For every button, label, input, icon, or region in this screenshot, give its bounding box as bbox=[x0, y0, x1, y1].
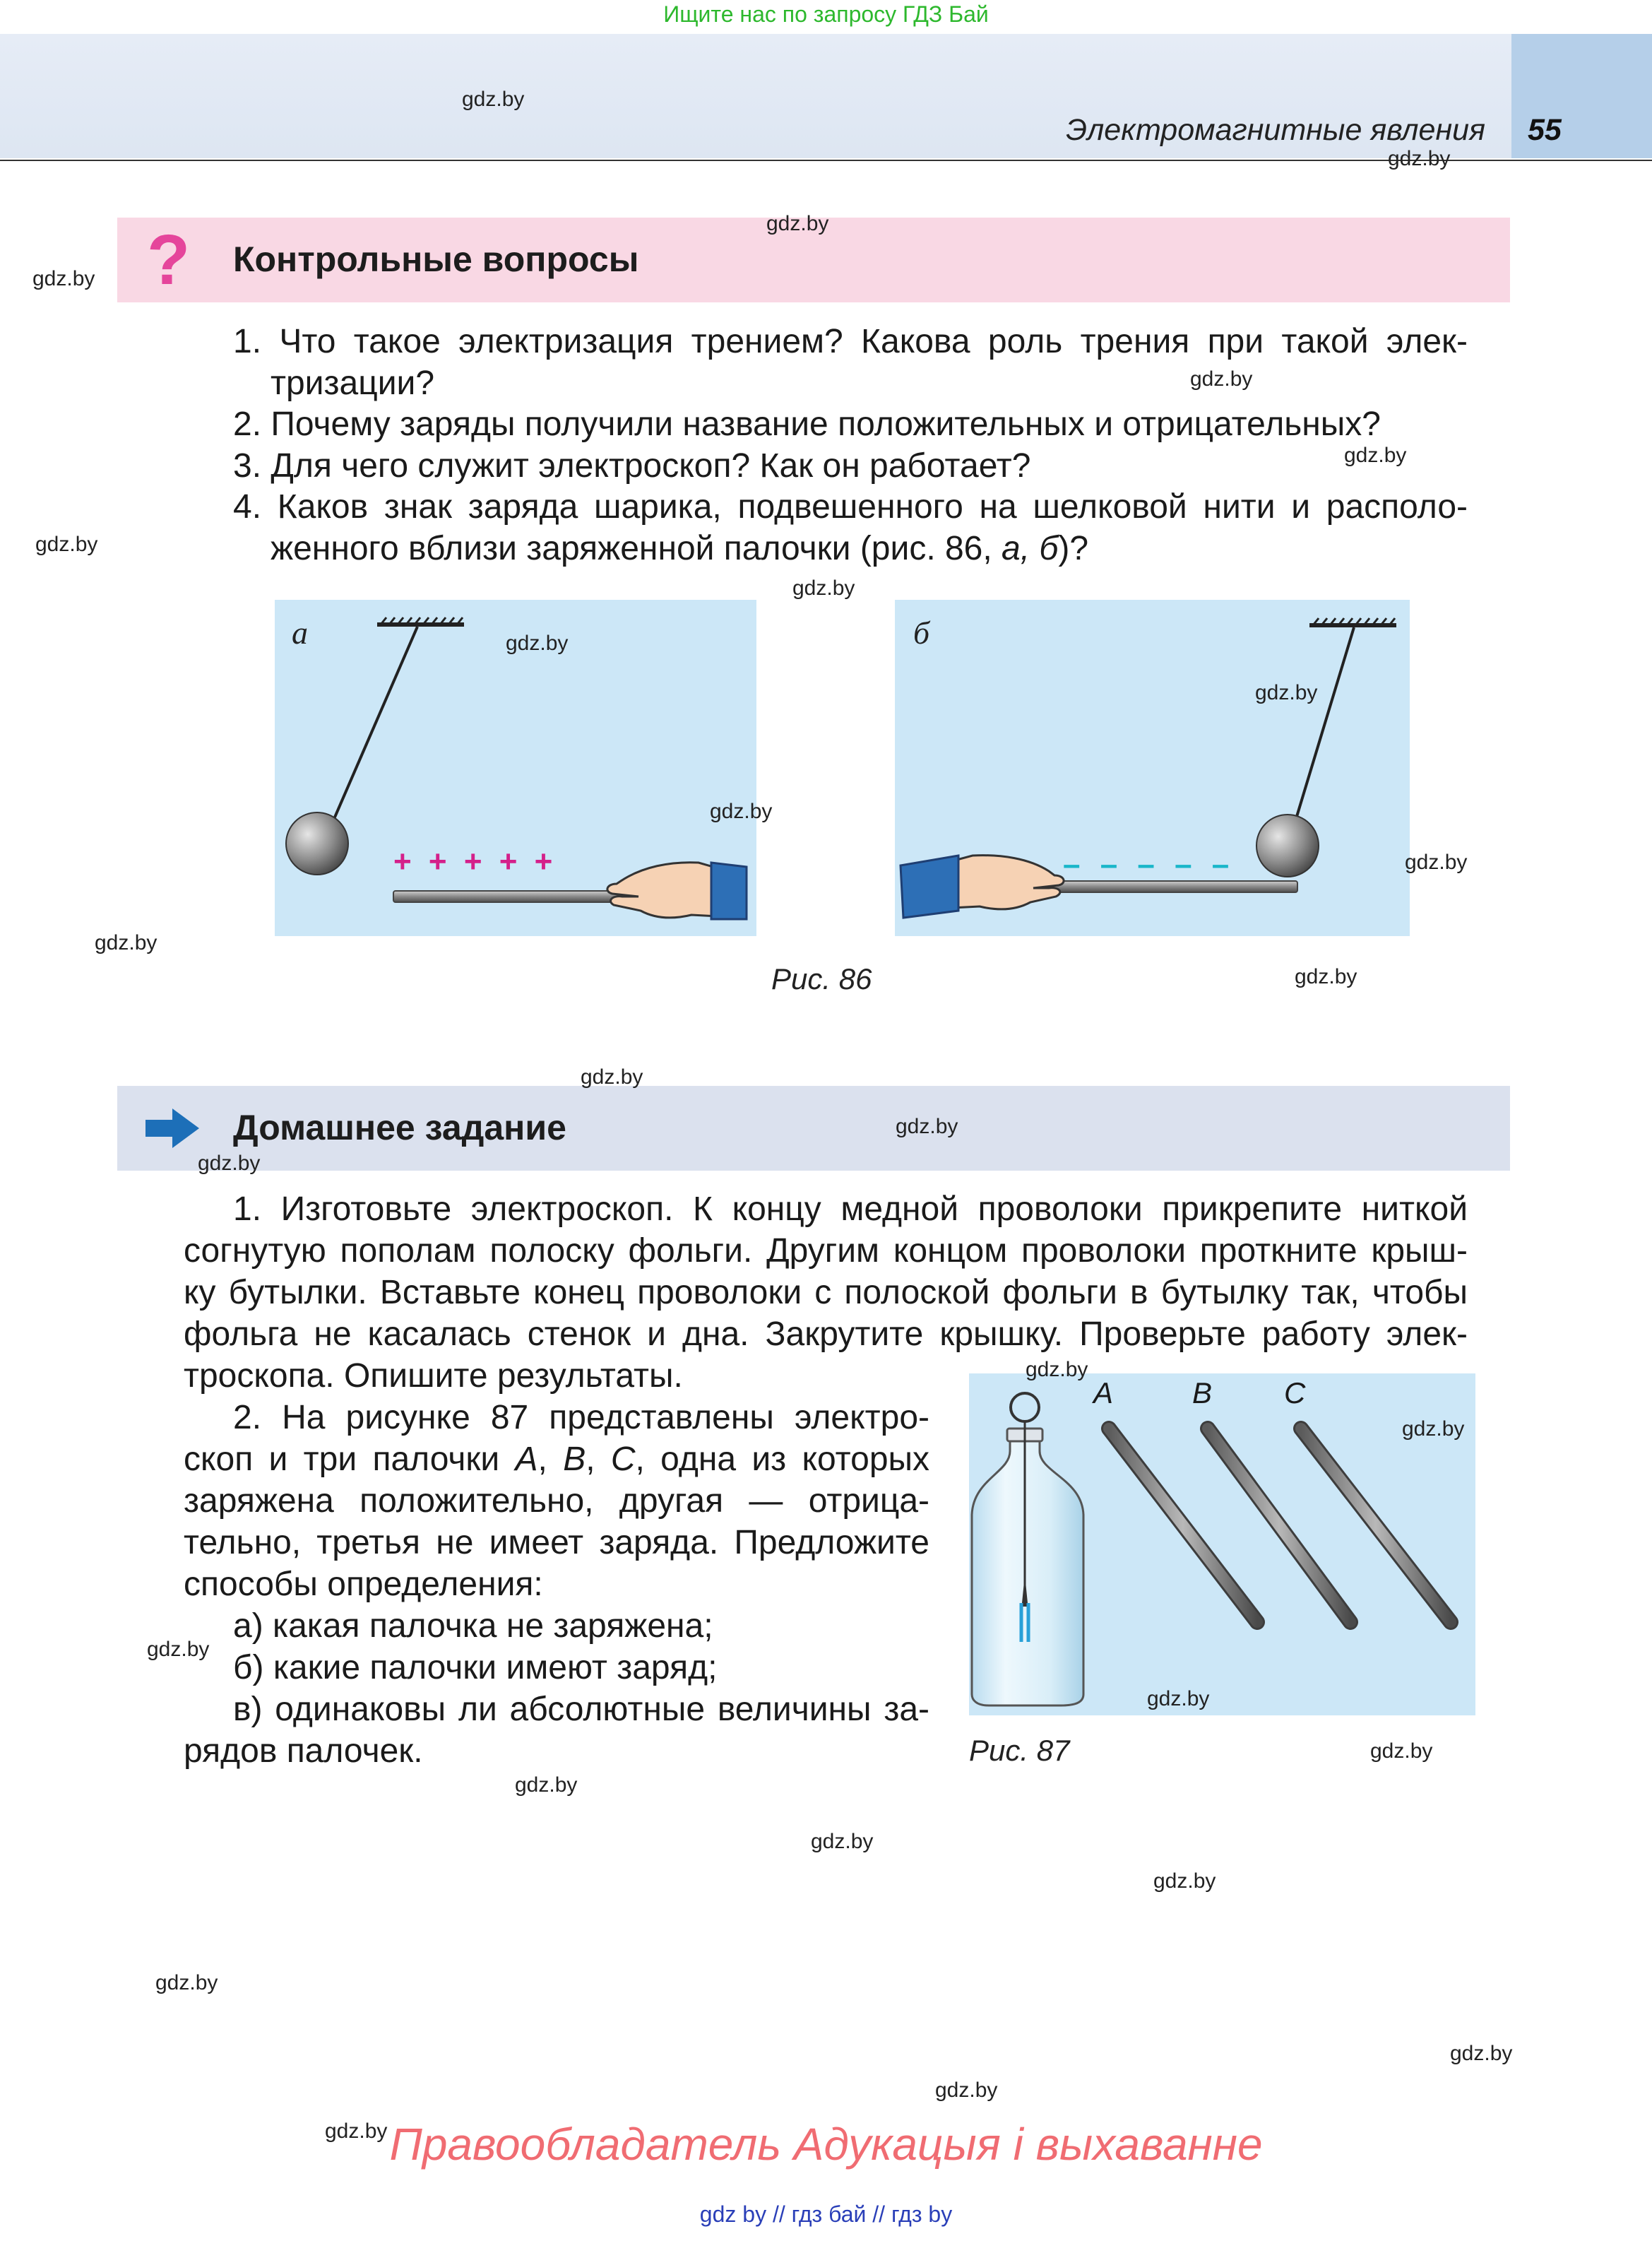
question-3: 3. Для чего служит электроскоп? Как он работает? bbox=[233, 447, 1031, 485]
watermark: gdz.by bbox=[1190, 367, 1253, 391]
question-4-line-2 bbox=[271, 528, 1088, 569]
watermark: gdz.by bbox=[1370, 1739, 1433, 1763]
t2-sep: , bbox=[537, 1441, 564, 1478]
watermark: gdz.by bbox=[515, 1773, 578, 1797]
charged-ball bbox=[1256, 815, 1319, 877]
watermark: gdz.by bbox=[1388, 147, 1451, 170]
watermark: gdz.by bbox=[95, 931, 158, 954]
watermark: gdz.by bbox=[1295, 965, 1357, 988]
copyright-notice: Правообладатель Адукацыя і выхаванне bbox=[389, 2119, 1263, 2170]
watermark: gdz.by bbox=[32, 267, 95, 290]
homework-title: Домашнее задание bbox=[233, 1108, 566, 1147]
task-2-line-5: способы определения: bbox=[184, 1566, 543, 1603]
ceiling-mount bbox=[377, 617, 464, 625]
silk-thread bbox=[334, 627, 417, 819]
chapter-title: Электромагнитные явления bbox=[1066, 113, 1485, 147]
task-1-line-3: ку бутылки. Вставьте конец проволоки с полоской фольги в бутылку так, чтобы bbox=[184, 1274, 1468, 1311]
watermark: gdz.by bbox=[896, 1115, 958, 1138]
figure-86a-label: а bbox=[292, 615, 308, 651]
negative-charges: – – – – – bbox=[1063, 847, 1235, 882]
watermark: gdz.by bbox=[1255, 681, 1318, 704]
hand-icon bbox=[607, 863, 747, 919]
q4-suffix: )? bbox=[1058, 530, 1089, 567]
watermark: gdz.by bbox=[1153, 1869, 1216, 1893]
charged-ball bbox=[286, 812, 348, 875]
rod-b-ref: B bbox=[563, 1441, 586, 1478]
t2-text: скоп и три палочки bbox=[184, 1441, 516, 1478]
watermark: gdz.by bbox=[1402, 1417, 1465, 1441]
watermark: gdz.by bbox=[1344, 444, 1407, 467]
figure-86b-panel bbox=[895, 600, 1410, 936]
watermark: gdz.by bbox=[1147, 1687, 1210, 1710]
watermark: gdz.by bbox=[462, 88, 525, 111]
watermark: gdz.by bbox=[581, 1065, 643, 1089]
question-1-line-2: тризации? bbox=[271, 365, 435, 402]
rod-a-ref: A bbox=[515, 1441, 538, 1478]
watermark: gdz.by bbox=[811, 1830, 874, 1853]
watermark: gdz.by bbox=[935, 2079, 998, 2102]
figure-87-panel bbox=[969, 1373, 1475, 1715]
figure-86-caption: Рис. 86 bbox=[771, 962, 872, 995]
positive-charges: + + + + + bbox=[393, 844, 557, 879]
rod-c-ref: C bbox=[610, 1441, 636, 1478]
ceiling-mount bbox=[1309, 618, 1396, 625]
watermark: gdz.by bbox=[35, 533, 98, 556]
task-2-item-b: б) какие палочки имеют заряд; bbox=[233, 1649, 718, 1686]
q4-prefix: женного вблизи заряженной палочки (рис. 86, bbox=[271, 530, 1002, 567]
watermark: gdz.by bbox=[1405, 851, 1468, 874]
question-2: 2. Почему заряды получили название положительных и отрицательных? bbox=[233, 406, 1381, 443]
task-2-line-4: тельно, третья не имеет заряда. Предложите bbox=[184, 1524, 929, 1561]
watermark: gdz.by bbox=[506, 632, 569, 655]
homework-heading bbox=[117, 1086, 1510, 1171]
silk-thread bbox=[1296, 627, 1354, 819]
watermark: gdz.by bbox=[1450, 2042, 1513, 2065]
watermark: gdz.by bbox=[766, 212, 829, 235]
top-note: Ищите нас по запросу ГДЗ Бай bbox=[663, 1, 989, 27]
watermark: gdz.by bbox=[710, 800, 773, 823]
task-2-line-1: 2. На рисунке 87 представлены электро- bbox=[233, 1399, 929, 1436]
watermark: gdz.by bbox=[1026, 1358, 1088, 1381]
watermark: gdz.by bbox=[325, 2119, 388, 2143]
rod-a-label: A bbox=[1093, 1376, 1114, 1409]
question-mark-icon: ? bbox=[147, 220, 191, 300]
task-1-line-1: 1. Изготовьте электроскоп. К концу медной проволоки прикрепите ниткой bbox=[233, 1190, 1468, 1228]
task-2-item-c-line-2: рядов палочек. bbox=[184, 1732, 423, 1770]
watermark: gdz.by bbox=[198, 1152, 261, 1175]
task-2-item-c-line-1: в) одинаковы ли абсолютные величины за- bbox=[233, 1691, 929, 1728]
watermark: gdz.by bbox=[792, 576, 855, 600]
t2-sep: , bbox=[586, 1441, 611, 1478]
arrow-right-icon bbox=[144, 1107, 201, 1149]
task-1-line-4: фольга не касалась стенок и дна. Закрутите крышку. Проверьте работу элек- bbox=[184, 1315, 1468, 1353]
page-number: 55 bbox=[1528, 113, 1562, 147]
electroscope-bottle bbox=[972, 1393, 1083, 1705]
footer-links[interactable]: gdz by // гдз бай // гдз by bbox=[699, 2201, 953, 2227]
figure-86b-drawing bbox=[895, 600, 1410, 936]
rod-c-label: C bbox=[1284, 1376, 1306, 1409]
rod-b-label: B bbox=[1192, 1376, 1213, 1409]
figure-86b-label: б bbox=[913, 615, 930, 651]
task-1-line-5: троскопа. Опишите результаты. bbox=[184, 1357, 683, 1395]
control-questions-title: Контрольные вопросы bbox=[233, 240, 639, 279]
figure-87-drawing bbox=[969, 1373, 1475, 1715]
question-4-line-1: 4. Каков знак заряда шарика, подвешенного на шелковой нити и располо- bbox=[233, 488, 1468, 526]
watermark: gdz.by bbox=[155, 1971, 218, 1994]
q4-figure-refs: а, б bbox=[1002, 530, 1059, 567]
t2-text: , одна из которых bbox=[635, 1441, 930, 1478]
task-2-item-a: а) какая палочка не заряжена; bbox=[233, 1607, 713, 1645]
task-2-line-3: заряжена положительно, другая — отрица- bbox=[184, 1482, 929, 1520]
hand-icon bbox=[901, 856, 1064, 918]
task-2-line-2 bbox=[184, 1438, 929, 1480]
figure-87-caption: Рис. 87 bbox=[969, 1734, 1070, 1767]
question-1-line-1: 1. Что такое электризация трением? Какова роль трения при такой элек- bbox=[233, 323, 1468, 360]
task-1-line-2: согнутую пополам полоску фольги. Другим концом проволоки проткните крыш- bbox=[184, 1232, 1468, 1270]
watermark: gdz.by bbox=[147, 1638, 210, 1661]
